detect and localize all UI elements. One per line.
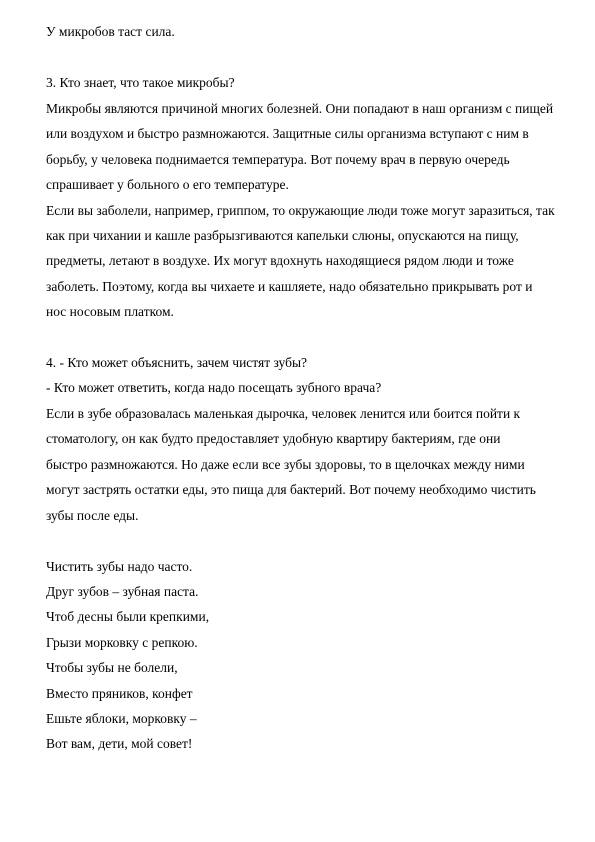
text-line: зубы после еды. xyxy=(46,508,139,523)
text-line: заболеть. Поэтому, когда вы чихаете и кашляете, надо обязательно прикрывать рот и xyxy=(46,279,533,294)
text-line: как при чихании и кашле разбрызгиваются капельки слюны, опускаются на пищу, xyxy=(46,228,519,243)
text-line: стоматологу, он как будто предоставляет удобную квартиру бактериям, где они xyxy=(46,431,501,446)
text-line: спрашивает у больного о его температуре. xyxy=(46,177,289,192)
text-line: нос носовым платком. xyxy=(46,304,174,319)
poem-line: Ешьте яблоки, морковку – xyxy=(46,711,197,726)
poem-line: Чтобы зубы не болели, xyxy=(46,660,178,675)
text-line: Микробы являются причиной многих болезней. Они попадают в наш организм с пищей xyxy=(46,101,554,116)
poem-line: Друг зубов – зубная паста. xyxy=(46,584,199,599)
poem-line: Чтоб десны были крепкими, xyxy=(46,609,210,624)
text-line: У микробов таст сила. xyxy=(46,24,175,39)
poem-line: Вот вам, дети, мой совет! xyxy=(46,736,193,751)
text-line: предметы, летают в воздухе. Их могут вдохнуть находящиеся рядом люди и тоже xyxy=(46,253,514,268)
text-line: - Кто может ответить, когда надо посещать зубного врача? xyxy=(46,380,382,395)
text-line: Если в зубе образовалась маленькая дырочка, человек ленится или боится пойти к xyxy=(46,406,521,421)
text-line: борьбу, у человека поднимается температура. Вот почему врач в первую очередь xyxy=(46,152,510,167)
text-line: Если вы заболели, например, гриппом, то окружающие люди тоже могут заразиться, так xyxy=(46,203,555,218)
text-line: быстро размножаются. Но даже если все зубы здоровы, то в щелочках между ними xyxy=(46,457,525,472)
section-heading: 4. - Кто может объяснить, зачем чистят зубы? xyxy=(46,355,308,370)
text-line: могут застрять остатки еды, это пища для бактерий. Вот почему необходимо чистить xyxy=(46,482,536,497)
text-line: или воздухом и быстро размножаются. Защитные силы организма вступают с ним в xyxy=(46,126,529,141)
poem-line: Вместо пряников, конфет xyxy=(46,686,193,701)
section-heading: 3. Кто знает, что такое микробы? xyxy=(46,75,235,90)
poem-line: Чистить зубы надо часто. xyxy=(46,559,193,574)
poem-line: Грызи морковку с репкою. xyxy=(46,635,198,650)
